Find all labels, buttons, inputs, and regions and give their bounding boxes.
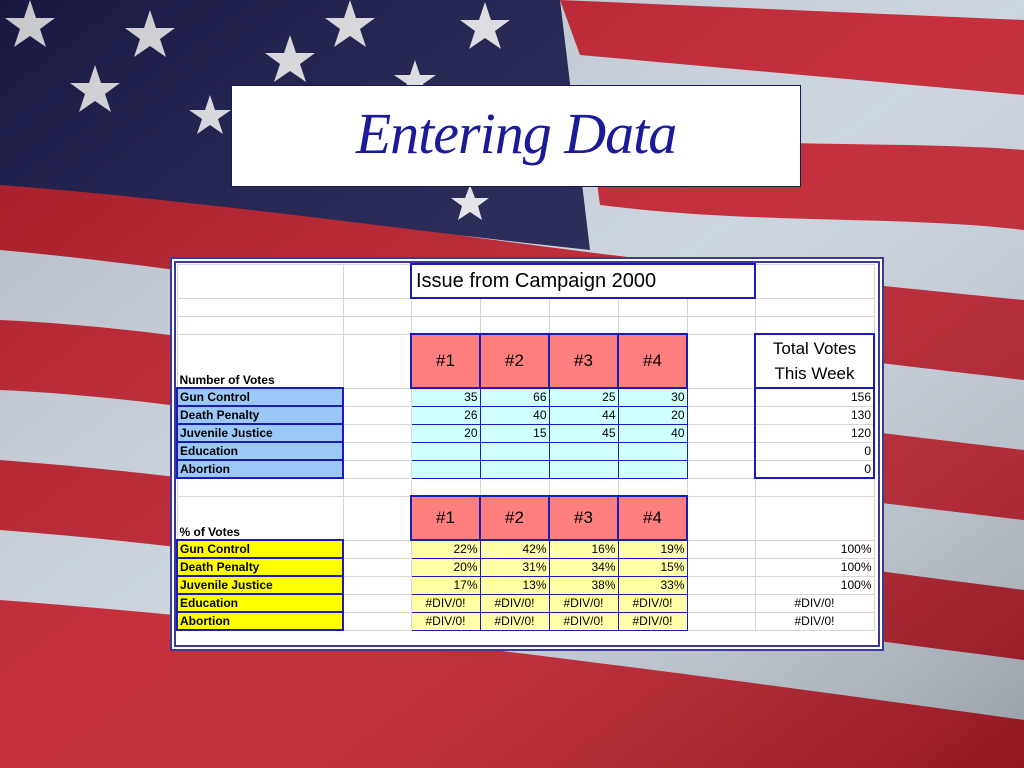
percent-section-label[interactable]: % of Votes (177, 496, 343, 540)
cell[interactable] (411, 478, 480, 496)
vote-total-cell[interactable]: 130 (755, 406, 874, 424)
votes-row-label[interactable]: Abortion (177, 460, 343, 478)
cell[interactable] (411, 298, 480, 316)
votes-section-label[interactable]: Number of Votes (177, 334, 343, 388)
votes-row-label[interactable]: Gun Control (177, 388, 343, 406)
cell[interactable] (618, 316, 687, 334)
percent-cell[interactable]: 33% (618, 576, 687, 594)
vote-total-cell[interactable]: 156 (755, 388, 874, 406)
percent-row-label[interactable]: Education (177, 594, 343, 612)
percent-cell[interactable]: 22% (411, 540, 480, 558)
table-row (177, 594, 874, 612)
cell[interactable] (411, 316, 480, 334)
vote-cell[interactable] (549, 442, 618, 460)
percent-col-header-3[interactable]: #3 (549, 496, 618, 540)
votes-col-header-2[interactable]: #2 (480, 334, 549, 388)
issue-header[interactable]: Issue from Campaign 2000 (411, 264, 755, 298)
title-box (231, 85, 801, 187)
cell[interactable] (343, 460, 411, 478)
percent-cell[interactable]: 16% (549, 540, 618, 558)
cell[interactable] (618, 298, 687, 316)
percent-col-header-2[interactable]: #2 (480, 496, 549, 540)
cell[interactable] (687, 540, 755, 558)
cell[interactable] (177, 264, 343, 298)
percent-cell[interactable]: #DIV/0! (411, 594, 480, 612)
cell[interactable] (755, 478, 874, 496)
percent-cell[interactable]: 31% (480, 558, 549, 576)
vote-cell[interactable]: 44 (549, 406, 618, 424)
cell[interactable] (755, 298, 874, 316)
cell[interactable] (343, 478, 411, 496)
vote-cell[interactable]: 66 (480, 388, 549, 406)
cell[interactable] (343, 576, 411, 594)
cell[interactable] (343, 406, 411, 424)
cell[interactable] (687, 298, 755, 316)
cell[interactable] (549, 316, 618, 334)
percent-cell[interactable]: #DIV/0! (549, 594, 618, 612)
vote-total-cell[interactable]: 0 (755, 460, 874, 478)
vote-cell[interactable]: 45 (549, 424, 618, 442)
vote-cell[interactable] (549, 460, 618, 478)
cell[interactable] (343, 316, 411, 334)
vote-cell[interactable] (618, 460, 687, 478)
vote-cell[interactable] (480, 460, 549, 478)
cell[interactable] (343, 388, 411, 406)
percent-cell[interactable]: #DIV/0! (480, 594, 549, 612)
page-title: Entering Data (355, 100, 677, 166)
cell[interactable] (755, 496, 874, 540)
cell[interactable] (177, 478, 343, 496)
cell[interactable] (687, 406, 755, 424)
votes-col-header-4[interactable]: #4 (618, 334, 687, 388)
cell[interactable] (687, 316, 755, 334)
cell[interactable] (343, 496, 411, 540)
cell[interactable] (687, 612, 755, 630)
table-row (177, 406, 874, 424)
cell[interactable] (755, 316, 874, 334)
table-row (177, 460, 874, 478)
cell[interactable] (343, 264, 411, 298)
percent-row-label[interactable]: Death Penalty (177, 558, 343, 576)
vote-cell[interactable]: 20 (411, 424, 480, 442)
cell[interactable] (549, 298, 618, 316)
cell[interactable] (343, 424, 411, 442)
cell[interactable] (343, 558, 411, 576)
table-row (177, 424, 874, 442)
vote-total-cell[interactable]: 120 (755, 424, 874, 442)
percent-cell[interactable]: #DIV/0! (480, 612, 549, 630)
percent-cell[interactable]: 13% (480, 576, 549, 594)
cell[interactable] (618, 478, 687, 496)
percent-total-cell[interactable]: #DIV/0! (755, 594, 874, 612)
cell[interactable] (687, 594, 755, 612)
cell[interactable] (480, 316, 549, 334)
cell[interactable] (687, 576, 755, 594)
cell[interactable] (343, 334, 411, 388)
cell[interactable] (177, 298, 343, 316)
percent-cell[interactable]: #DIV/0! (549, 612, 618, 630)
cell[interactable] (343, 612, 411, 630)
cell[interactable] (687, 424, 755, 442)
cell[interactable] (343, 540, 411, 558)
votes-col-header-3[interactable]: #3 (549, 334, 618, 388)
percent-cell[interactable]: 15% (618, 558, 687, 576)
percent-col-header-1[interactable]: #1 (411, 496, 480, 540)
cell[interactable] (755, 264, 874, 298)
percent-cell[interactable]: 34% (549, 558, 618, 576)
cell[interactable] (687, 496, 755, 540)
cell[interactable] (343, 442, 411, 460)
vote-cell[interactable]: 15 (480, 424, 549, 442)
vote-cell[interactable]: 30 (618, 388, 687, 406)
vote-cell[interactable]: 40 (618, 424, 687, 442)
cell[interactable] (687, 558, 755, 576)
percent-col-header-4[interactable]: #4 (618, 496, 687, 540)
percent-cell[interactable]: 38% (549, 576, 618, 594)
vote-cell[interactable]: 35 (411, 388, 480, 406)
percent-total-cell[interactable]: 100% (755, 576, 874, 594)
vote-cell[interactable] (480, 442, 549, 460)
table-row (177, 576, 874, 594)
percent-total-cell[interactable]: #DIV/0! (755, 612, 874, 630)
votes-row-label[interactable]: Juvenile Justice (177, 424, 343, 442)
cell[interactable] (343, 298, 411, 316)
cell[interactable] (687, 460, 755, 478)
cell[interactable] (343, 594, 411, 612)
percent-row-label[interactable]: Gun Control (177, 540, 343, 558)
vote-cell[interactable]: 20 (618, 406, 687, 424)
percent-cell[interactable]: #DIV/0! (618, 612, 687, 630)
vote-cell[interactable] (411, 460, 480, 478)
percent-cell[interactable]: 17% (411, 576, 480, 594)
vote-cell[interactable]: 26 (411, 406, 480, 424)
table-row (177, 442, 874, 460)
table-row (177, 558, 874, 576)
percent-cell[interactable]: 42% (480, 540, 549, 558)
vote-total-cell[interactable]: 0 (755, 442, 874, 460)
vote-cell[interactable] (618, 442, 687, 460)
percent-row-label[interactable]: Juvenile Justice (177, 576, 343, 594)
table-row (177, 388, 874, 406)
percent-cell[interactable]: 19% (618, 540, 687, 558)
vote-cell[interactable]: 40 (480, 406, 549, 424)
total-votes-header[interactable]: Total Votes This Week (755, 334, 874, 388)
cell[interactable] (687, 388, 755, 406)
vote-cell[interactable]: 25 (549, 388, 618, 406)
table-row (177, 612, 874, 630)
vote-cell[interactable] (411, 442, 480, 460)
votes-row-label[interactable]: Education (177, 442, 343, 460)
percent-row-label[interactable]: Abortion (177, 612, 343, 630)
cell[interactable] (687, 442, 755, 460)
percent-cell[interactable]: 20% (411, 558, 480, 576)
percent-total-cell[interactable]: 100% (755, 558, 874, 576)
votes-col-header-1[interactable]: #1 (411, 334, 480, 388)
percent-cell[interactable]: #DIV/0! (411, 612, 480, 630)
cell[interactable] (549, 478, 618, 496)
cell[interactable] (177, 316, 343, 334)
cell[interactable] (480, 298, 549, 316)
percent-cell[interactable]: #DIV/0! (618, 594, 687, 612)
table-row (177, 540, 874, 558)
cell[interactable] (687, 478, 755, 496)
percent-total-cell[interactable]: 100% (755, 540, 874, 558)
spreadsheet (176, 263, 875, 631)
votes-row-label[interactable]: Death Penalty (177, 406, 343, 424)
cell[interactable] (687, 334, 755, 388)
cell[interactable] (480, 478, 549, 496)
